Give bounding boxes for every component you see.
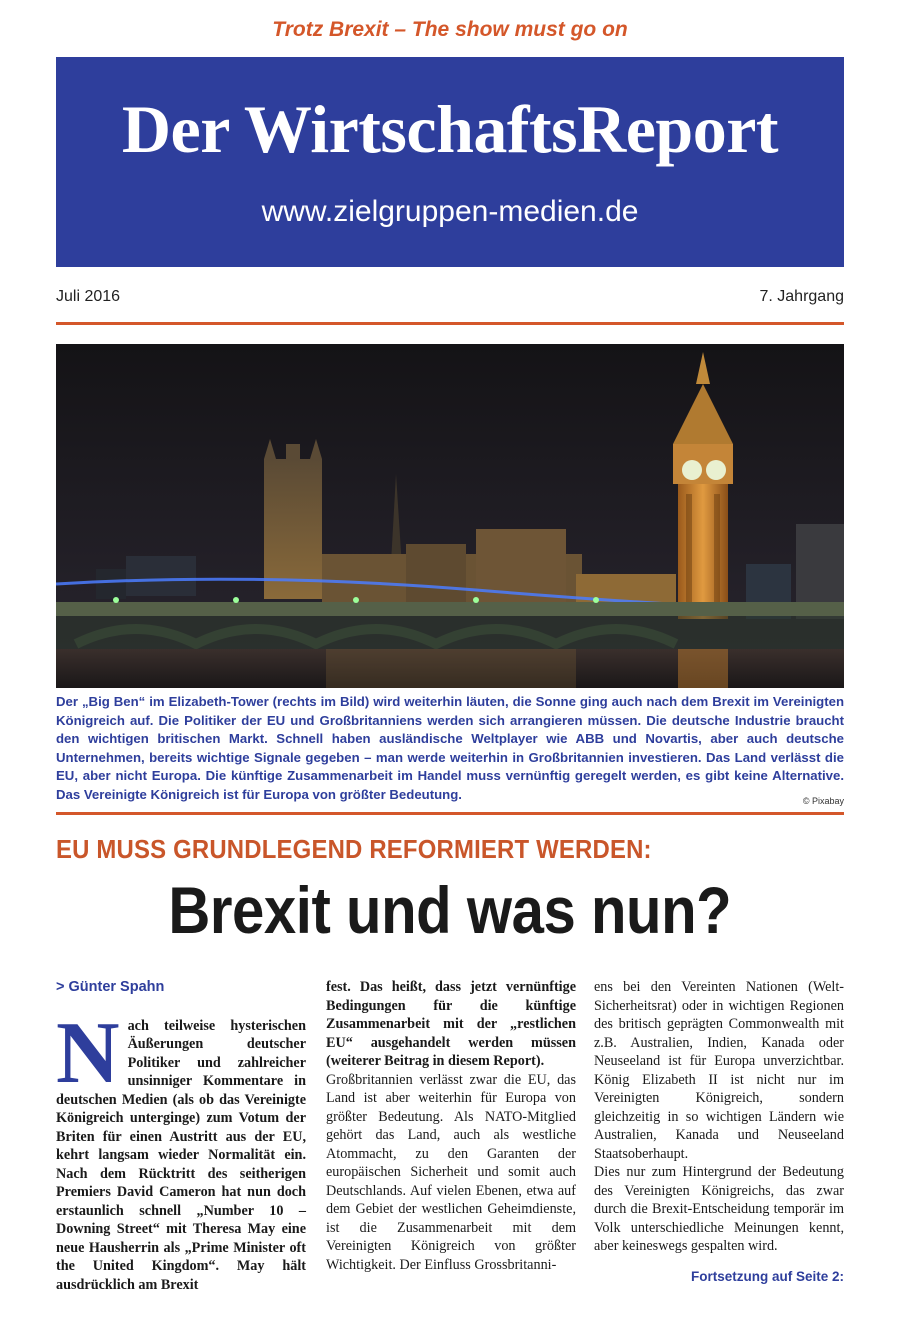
author-byline[interactable]: > Günter Spahn <box>56 979 165 995</box>
article-kicker: EU MUSS GRUNDLEGEND REFORMIERT WERDEN: <box>56 834 652 864</box>
photo-credit: © Pixabay <box>802 796 844 806</box>
body-text-col3b: Dies nur zum Hintergrund der Bedeutung des Vereinigten Königreichs, das zwar durch die Brexit-Entscheidung temporär im Volk unterschiedliche Meinungen kennt, aber keineswegs gespalten wird. <box>594 1164 844 1254</box>
lead-text-col1: ach teilweise hysterischen Äußerungen deutscher Politiker und zahlreicher unsinniger Kommentare in deutschen Medien (als ob das Vereinigte Königreich unterginge) zum Votum der Briten für einen Austritt aus der EU, kehrt langsam wieder Normalität ein. Nach dem Rücktritt des seitherigen Premiers David Cameron hat nun doch erstaunlich schnell „Number 10 – Downing Street“ mit Theresa May eine neue Hausherrin als „Prime Minister oft the United Kingdom“. May hält ausdrücklich am Brexit <box>56 1017 306 1293</box>
body-text-col2: Großbritannien verlässt zwar die EU, das Land ist aber weiterhin für Europa von größter Bedeutung. Als NATO-Mitglied gehört das Land, auch als westliche Atommacht, zu den Garanten der europäischen Sicherheit und somit auch Deutschlands. Auf vielen Ebenen, etwa auf dem Gebiet der westlichen Geheimdienste, ist die Zusammenarbeit mit dem Vereinigten Königreich von größter Wichtigkeit. Der Einfluss Grossbritanni- <box>326 1071 576 1273</box>
dropcap: N <box>56 1004 120 1102</box>
article-column-2 <box>326 978 576 1274</box>
divider-caption <box>56 812 844 815</box>
article-column-1 <box>56 978 306 1294</box>
article-column-3 <box>594 978 844 1286</box>
article-headline <box>0 872 900 948</box>
issue-volume: 7. Jahrgang <box>759 288 844 305</box>
body-text-col3a: ens bei den Vereinten Nationen (Welt-Sicherheitsrat) oder in wichtigen Regionen des britisch geprägten Commonwealth mit z.B. Australien, Indien, Kanada oder Neuseeland ist für Europa unverzichtbar. König Elizabeth II ist nicht nur im Vereinigten Königreich, sondern gleichzeitig in so wichtigen Ländern wie Australien, Kanada und Neuseeland Staatsoberhaupt. <box>594 979 844 1162</box>
issue-date: Juli 2016 <box>56 288 121 305</box>
masthead <box>56 57 844 267</box>
tagline: Trotz Brexit – The show must go on <box>272 18 628 41</box>
photo-caption: Der „Big Ben“ im Elizabeth-Tower (rechts im Bild) wird weiterhin läuten, die Sonne ging auch nach dem Brexit im Vereinigten Königreich auf. Die Politiker der EU und Großbritanniens werden sich arrangieren müssen. Die deutsche Industrie braucht den wichtigen britischen Markt. Schnell haben ausländische Weltplayer wie ABB und Novartis, aber auch deutsche Unternehmen, bereits wichtige Signale gegeben – man werde weiterhin in Großbritannien investieren. Das Land verlässt die EU, aber nicht Europa. Die künftige Zusammenarbeit im Handel muss vernünftig geregelt werden, es gibt keine Alternative. Das Vereinigte Königreich ist für Europa von größter Bedeutung. <box>56 694 844 802</box>
continue-link[interactable]: Fortsetzung auf Seite 2: <box>690 1268 844 1284</box>
lead-paragraph <box>56 1004 306 1295</box>
photo-illustration <box>56 344 844 688</box>
headline-text: Brexit und was nun? <box>168 873 732 947</box>
masthead-url[interactable]: www.zielgruppen-medien.de <box>261 195 639 228</box>
masthead-title: Der WirtschaftsReport <box>121 91 779 167</box>
big-ben-photo <box>56 344 844 688</box>
lead-text-col2: fest. Das heißt, dass jetzt vernünftige Bedingungen für die künftige Zusammenarbeit mit der „restlichen EU“ ausgehandelt werden müssen (weiterer Beitrag in diesem Report). <box>326 979 576 1069</box>
divider-top <box>56 322 844 325</box>
